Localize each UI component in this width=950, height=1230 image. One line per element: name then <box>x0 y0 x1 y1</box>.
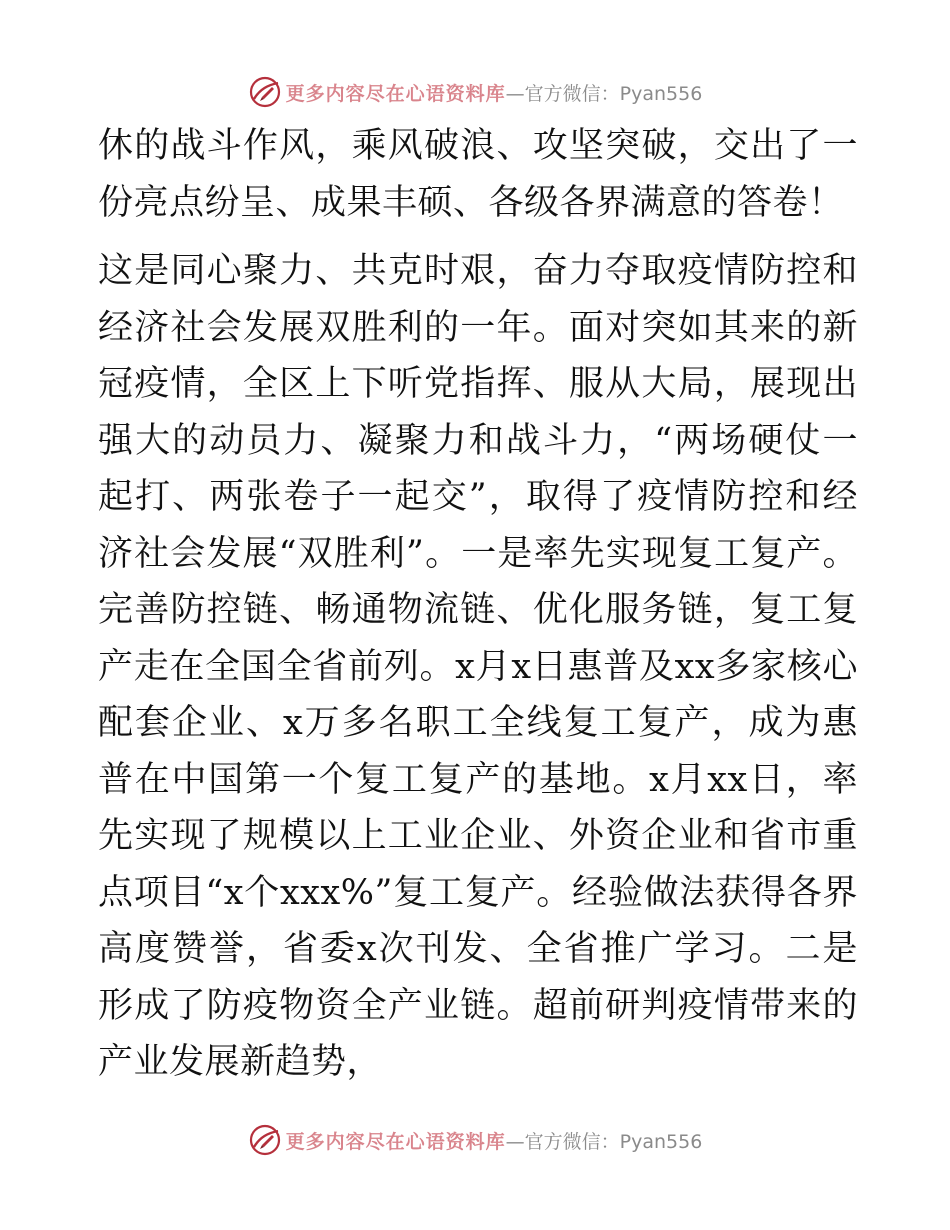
paragraph-1: 休的战斗作风，乘风破浪、攻坚突破，交出了一份亮点纷呈、成果丰硕、各级各界满意的答卷！ <box>98 126 858 223</box>
paragraph-2: 这是同心聚力、共克时艰，奋力夺取疫情防控和经济社会发展双胜利的一年。面对突如其来的新冠疫情，全区上下听党指挥、服从大局，展现出强大的动员力、凝聚力和战斗力，“两场硬仗一起打、两张卷子一起交”，取得了疫情防控和经济社会发展“双胜利”。一是率先实现复工复产。完善防控链、畅通物流链、优化服务链，复工复产走在全国全省前列。x月x日惠普及xx多家核心配套企业、x万多名职工全线复工复产，成为惠普在中国第一个复工复产的基地。x月xx日，率先实现了规模以上工业企业、外资企业和省市重点项目“x个xxx%”复工复产。经验做法获得各界高度赞誉，省委x次刊发、全省推广学习。二是形成了防疫物资全产业链。超前研判疫情带来的产业发展新趋势， <box>98 251 858 1082</box>
watermark-main-text: 更多内容尽在心语资料库 <box>285 82 506 105</box>
watermark-main-text: 更多内容尽在心语资料库 <box>285 1130 506 1153</box>
footer-watermark <box>0 1120 950 1160</box>
watermark-contact-text: —官方微信：Pyan556 <box>505 1130 703 1153</box>
pen-logo-icon <box>248 1123 282 1157</box>
watermark-contact-text: —官方微信：Pyan556 <box>505 82 703 105</box>
document-body <box>98 118 858 1091</box>
pen-logo-icon <box>248 75 282 109</box>
header-watermark <box>0 72 950 112</box>
